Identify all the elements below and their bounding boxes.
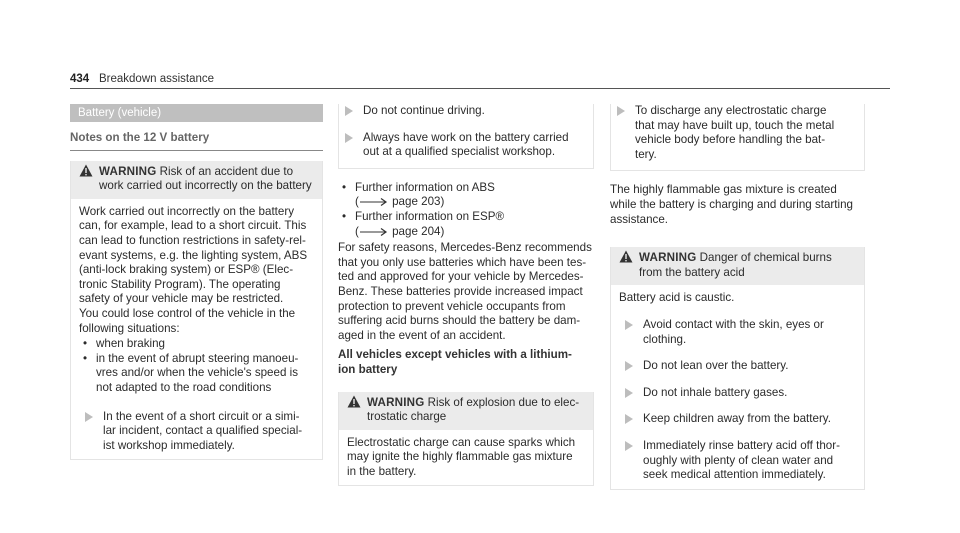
warning-headline: Danger of chemical burns	[699, 251, 832, 265]
step-arrow-icon	[617, 106, 625, 116]
heading-line: All vehicles except vehicles with a lithium-	[338, 348, 572, 362]
warning-body-line: in the battery.	[347, 464, 417, 478]
safety-paragraph	[338, 241, 594, 343]
page-reference-link[interactable]: ( page 204)	[355, 224, 445, 238]
warning-body-line: (anti-lock braking system) or ESP® (Elec-	[79, 263, 294, 277]
step-line: seek medical attention immediately.	[643, 468, 826, 482]
step-arrow-icon	[625, 388, 633, 398]
list-item-line: • in the event of abrupt steering manoeu-	[96, 351, 299, 365]
warning-body-line: Work carried out incorrectly on the battery	[79, 204, 295, 218]
warning-body-line: can, for example, lead to a short circuit. This	[79, 219, 307, 233]
page-reference-text: page 203	[392, 195, 441, 209]
paragraph-line: Benz. These batteries provide increased impact	[338, 284, 583, 298]
heading-line: ion battery	[338, 362, 398, 376]
warning-header	[611, 247, 864, 285]
step-line: lar incident, contact a qualified special-	[103, 424, 303, 438]
step-line: tery.	[635, 147, 657, 161]
list-item-line: • Further information on ABS	[355, 180, 495, 194]
step-line: that may have built up, touch the metal	[635, 118, 835, 132]
step-arrow-icon	[345, 133, 353, 143]
step-line: Avoid contact with the skin, eyes or	[643, 317, 824, 331]
warning-triangle-icon	[79, 164, 93, 177]
warning-body	[611, 285, 864, 488]
instruction-step	[339, 104, 585, 119]
step-arrow-icon	[625, 441, 633, 451]
warning-body-line: evant systems, e.g. the lighting system, ABS	[79, 248, 308, 262]
paragraph-line: that you only use batteries which have been tes-	[338, 255, 587, 269]
warning-header	[71, 161, 322, 199]
running-header-title: Breakdown assistance	[99, 73, 215, 85]
warning-box-explosion	[338, 392, 594, 487]
step-line: Do not inhale battery gases.	[643, 385, 788, 399]
warning-headline: Risk of an accident due to work carried out incorrectly on the battery	[99, 164, 312, 193]
bold-heading	[338, 348, 594, 377]
step-arrow-icon	[85, 412, 93, 422]
step-line: out at a qualified specialist workshop.	[363, 145, 556, 159]
column-1	[70, 104, 323, 460]
warning-body-line: may ignite the highly flammable gas mixture	[347, 450, 573, 464]
warning-headline-line: trostatic charge	[367, 410, 447, 424]
step-line: To discharge any electrostatic charge	[635, 104, 827, 117]
step-line: clothing.	[643, 332, 687, 346]
warning-body-line: can lead to function restrictions in safety-rel-	[79, 233, 306, 247]
paragraph-line: while the battery is charging and during starting	[610, 197, 853, 211]
step-line: Do not continue driving.	[363, 104, 485, 117]
list-item	[79, 352, 314, 396]
arrow-right-icon	[359, 227, 389, 237]
subheading: Notes on the 12 V battery	[70, 131, 323, 151]
list-item	[338, 181, 594, 210]
list-item-line: not adapted to the road conditions	[96, 380, 272, 394]
list-item	[338, 210, 594, 239]
warning-body-line: safety of your vehicle may be restricted.	[79, 292, 284, 306]
section-title-bar: Battery (vehicle)	[70, 104, 323, 122]
gas-paragraph	[610, 183, 865, 227]
paragraph-line: protection to prevent vehicle occupants from	[338, 299, 566, 313]
list-item: • when braking	[79, 337, 314, 352]
warning-label: WARNING	[639, 251, 697, 265]
step-line: Keep children away from the battery.	[643, 412, 831, 426]
paragraph-line: For safety reasons, Mercedes-Benz recommends	[338, 241, 592, 255]
warning-body-line: You could lose control of the vehicle in the	[79, 306, 296, 320]
list-item-line: • Further information on ESP®	[355, 209, 505, 223]
instruction-step	[339, 131, 585, 160]
page-reference-link[interactable]: ( page 203)	[355, 195, 445, 209]
instruction-step	[79, 410, 314, 454]
page-reference-text: page 204	[392, 224, 441, 238]
situation-list	[79, 337, 314, 395]
warning-body-line: tronic Stability Program). The operating	[79, 277, 281, 291]
paragraph-line: aged in the event of an accident.	[338, 328, 506, 342]
paragraph-line: The highly flammable gas mixture is created	[610, 183, 837, 197]
step-line: oughly with plenty of clean water and	[643, 453, 834, 467]
list-item-line: vres and/or when the vehicle's speed is	[96, 366, 298, 380]
warning-box-acid	[610, 247, 865, 490]
step-line: In the event of a short circuit or a simi-	[103, 409, 300, 423]
warning-triangle-icon	[619, 250, 633, 263]
instruction-step	[619, 318, 856, 347]
warning-label: WARNING	[99, 164, 157, 178]
warning-body-line: following situations:	[79, 321, 180, 335]
instruction-step	[619, 412, 856, 427]
instruction-step	[619, 386, 856, 401]
warning-body-line: Battery acid is caustic.	[619, 291, 735, 305]
column-2	[338, 100, 594, 486]
warning-body-line: Electrostatic charge can cause sparks which	[347, 435, 576, 449]
warning-continuation	[610, 104, 865, 171]
step-line: vehicle body before handling the bat-	[635, 133, 826, 147]
reference-list	[338, 181, 594, 239]
arrow-right-icon	[359, 197, 389, 207]
instruction-step	[619, 439, 856, 483]
warning-body	[339, 430, 593, 486]
warning-label: WARNING	[367, 395, 425, 409]
step-line: Always have work on the battery carried	[363, 130, 569, 144]
paragraph-line: suffering acid burns should the battery be dam-	[338, 314, 581, 328]
warning-headline-line: from the battery acid	[639, 265, 745, 279]
page-number: 434	[70, 73, 90, 85]
instruction-step	[619, 359, 856, 374]
warning-header	[339, 392, 593, 430]
instruction-step	[611, 104, 856, 162]
step-line: ist workshop immediately.	[103, 438, 235, 452]
step-arrow-icon	[625, 320, 633, 330]
warning-continuation	[338, 104, 594, 169]
warning-triangle-icon	[347, 395, 361, 408]
warning-box-accident	[70, 161, 323, 461]
step-arrow-icon	[345, 106, 353, 116]
step-arrow-icon	[625, 414, 633, 424]
paragraph-line: assistance.	[610, 212, 668, 226]
step-arrow-icon	[625, 361, 633, 371]
step-line: Immediately rinse battery acid off thor-	[643, 438, 840, 452]
step-line: Do not lean over the battery.	[643, 359, 789, 373]
column-3	[610, 100, 865, 490]
warning-headline: Risk of explosion due to elec-	[427, 395, 580, 409]
header-divider	[70, 88, 890, 89]
paragraph-line: ted and approved for your vehicle by Mercedes-	[338, 270, 584, 284]
warning-body	[71, 199, 322, 460]
